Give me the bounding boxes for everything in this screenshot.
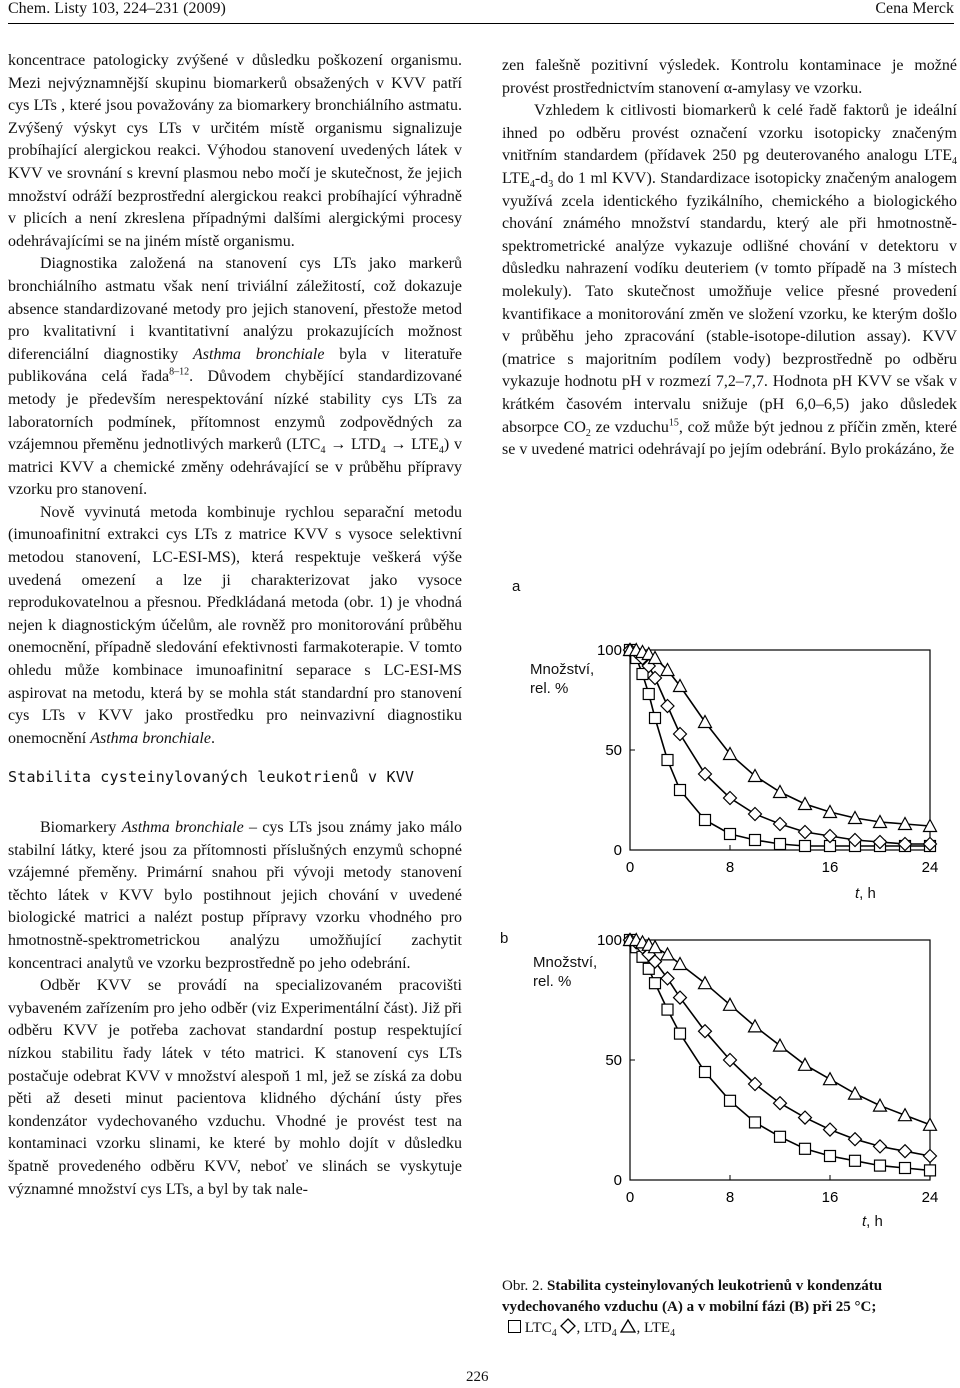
data-point-LTC4 [825,1151,836,1162]
page-number: 226 [466,1369,489,1385]
data-point-LTE4 [799,798,812,810]
data-point-LTC4 [643,689,654,700]
data-point-LTC4 [662,1004,673,1015]
data-point-LTD4 [799,1111,812,1124]
data-point-LTE4 [899,1109,912,1121]
y-tick-label: 0 [613,842,622,859]
triangle-icon [620,1319,636,1333]
diamond-icon [560,1318,576,1334]
data-point-LTC4 [650,978,661,989]
chart-panel-b [560,920,960,1220]
section-heading: Stabilita cysteinylovaných leukotrienů v KVV [8,768,415,787]
data-point-LTE4 [824,806,837,818]
section-name: Cena Merck [875,0,954,17]
left-column [8,50,462,1201]
series-line-LTE4 [630,650,930,826]
data-point-LTD4 [874,1140,887,1153]
x-tick-label: 0 [625,1189,635,1206]
y-axis-label-a: Množství, rel. % [530,661,595,697]
x-tick-label: 16 [821,859,839,876]
data-point-LTD4 [749,808,762,821]
data-point-LTD4 [649,672,662,685]
x-axis-label-b: t, h [862,1213,883,1230]
data-point-LTC4 [675,1028,686,1039]
data-point-LTD4 [774,818,787,831]
paragraph: Odběr KVV se provádí na specializovaném pracovišti vybaveném zařízením pro jeho odběr (viz Experimentální část). Již při odběru KVV je potřeba zachovat standardní postup respektující nízkou stabilitu řady látek v této matrici. K stanovení cys LTs postačuje odebrat KVV v množství alespoň 1 ml, jež se získá za dobu pěti až deseti minut pacientova klidného dýchání ústy přes kondenzátor vydechovaného vzduchu. Vhodné je provést test na kontaminaci vzorku slinami, ke které by mohlo dojít v důsledku špatně provedeného odběru KVV, neboť ve slinách se vyskytuje významné množství cys LTs, a byl by tak nale- [8,977,462,1198]
data-point-LTC4 [675,785,686,796]
x-tick-label: 24 [921,859,939,876]
paragraph: zen falešně pozitivní výsledek. Kontrolu kontaminace je možné provést prostřednictvím stanovení α-amylasy ve vzorku. [502,57,957,97]
data-point-LTC4 [700,1067,711,1078]
y-axis-label-b: Množství, rel. % [533,954,598,990]
data-point-LTC4 [725,829,736,840]
running-header [0,0,960,22]
paragraph: Nově vyvinutá metoda kombinuje rychlou separační metodu (imunoafinitní extrakci cys LTs z matrice KVV s vysoce selektivní metodou stanovení, LC-ESI-MS), která respektuje veškerá výše uvedená omezení a lze ji charakterizovat jako vysoce reprodukovatelnou a přesnou. Předkládaná metoda (obr. 1) je vhodná nejen k diagnostickým účelům, ale rovněž pro monitorování průběhu onemocnění, případně sledování efektivnosti farmakoterapie. V tomto ohledu může kombinace imunoafinitní separace s LC-ESI-MS aspirovat na metodu, která by se mohla stát standardní pro stanovení cys LTs v KVV jako prostředku pro neinvazivní diagnostiku onemocnění Asthma bronchiale. [8,503,462,747]
plot-frame [630,940,930,1180]
data-point-LTD4 [774,1097,787,1110]
data-point-LTD4 [674,728,687,741]
x-tick-label: 16 [821,1189,839,1206]
data-point-LTD4 [799,826,812,839]
data-point-LTE4 [849,1087,862,1099]
data-point-LTE4 [699,977,712,989]
data-point-LTD4 [661,700,674,713]
data-point-LTE4 [699,716,712,728]
x-tick-label: 8 [725,1189,735,1206]
chart-panel-a [560,620,960,890]
data-point-LTC4 [800,841,811,852]
y-tick-label: 0 [613,1172,622,1189]
x-tick-label: 0 [625,859,635,876]
y-tick-label: 100 [596,932,622,949]
data-point-LTE4 [799,1058,812,1070]
y-tick-label: 50 [605,1052,622,1069]
y-tick-label: 50 [605,742,622,759]
paragraph: Diagnostika založená na stanovení cys LTs jako markerů bronchiálního astmatu však není triviální záležitostí, což dokazuje absence standardizované metody pro jejich stanovení, přestože metod pro kvalitativní i kvantitativní analýzu prokazujících možnost diferenciální diagnostiky Asthma bronchiale byla v literatuře publikována celá řada$^{8-12}$. Důvodem chybějící standardizované metody je především nerespektování nízké stability cys LTs za laboratorních podmínek, přítomnost enzymů zodpovědných za vzájemnou přeměnu jednotlivých markerů $(LTC_4 \to LTD_4 \to LTE_4)$ v matrici KVV a chemické změny odehrávající se v průběhu přípravy vzorku pro stanovení. [8,255,463,499]
square-icon [508,1320,521,1333]
x-axis-label-a: t, h [855,885,876,902]
data-point-LTC4 [925,1165,936,1176]
journal-citation: Chem. Listy 103, 224–231 (2009) [8,0,226,17]
data-point-LTE4 [661,948,674,960]
paragraph: Vzhledem k citlivosti biomarkerů k celé řadě faktorů je ideální ihned po odběru provést označení vzorku isotopicky značeným vnitřním standardem (přídavek 250 pg deuterovaného analogu $LTE_4$ $LTE_4-d_3$ do 1 ml KVV). Standardizace isotopicky značeným analogem využívá zcela identického fyzikálního, chemického a biologického chování známého množství standardu, který ale při hmotnostně-spektrometrické analýze vykazuje odlišné chování v detektoru v důsledku nahrazení vodíku deuteriem (v tomto případě na 3 místech molekuly). Tato skutečnost umožňuje velice přesné provedení kvantifikace a monitorování změn ve složení vzorku, ke kterým došlo v průběhu jeho zpracování (stable-isotope-dilution assay). KVV (matrice s majoritním podílem vody) bezprostředně po odběru vykazuje hodnotu pH v rozmezí 7,2–7,7. Hodnota pH KVV se však v krátkém časovém intervalu snižuje (pH 6,0–6,5) jako důsledek absorpce $CO_2$ ze vzduchu$^{15}$, což může být jednou z příčin změn, které se v uvedené matrici odehrávají po jejím odebrání. Bylo prokázáno, že [502,102,958,459]
header-rule [8,23,954,24]
data-point-LTC4 [750,835,761,846]
data-point-LTC4 [875,1160,886,1171]
paragraph: Biomarkery Asthma bronchiale – cys LTs jsou známy jako málo stabilní látky, které jsou za přítomnosti příslušných enzymů schopné vzájemné přeměny. Primární snahou při vývoji metody stanovení těchto látek v KVV bylo postihnout jejich chování v uvedené biologické matrici a nalézt postup přípravy vzorku vhodného pro hmotnostně-spektrometrickou analýzu umožňující zachytit koncentraci analytů ve vzorku bezprostředně po jeho odebrání. [8,819,463,972]
data-point-LTE4 [674,958,687,970]
data-point-LTE4 [774,1039,787,1051]
data-point-LTC4 [750,1117,761,1128]
panel-b-label: b [500,930,509,947]
data-point-LTE4 [774,786,787,798]
data-point-LTC4 [700,815,711,826]
data-point-LTD4 [674,991,687,1004]
x-tick-label: 8 [725,859,735,876]
data-point-LTC4 [662,755,673,766]
data-point-LTC4 [900,1163,911,1174]
data-point-LTE4 [824,1073,837,1085]
x-tick-label: 24 [921,1189,939,1206]
data-point-LTE4 [924,1118,937,1130]
data-point-LTC4 [775,1131,786,1142]
data-point-LTC4 [650,713,661,724]
data-point-LTC4 [775,839,786,850]
data-point-LTD4 [849,1133,862,1146]
right-column [502,55,957,462]
data-point-LTD4 [661,972,674,985]
data-point-LTC4 [850,1155,861,1166]
data-point-LTD4 [824,1123,837,1136]
panel-a-label: a [512,578,521,595]
data-point-LTD4 [899,1145,912,1158]
paragraph: koncentrace patologicky zvýšené v důsledku poškození organismu. Mezi nejvýznamnější skupinu biomarkerů obsažených v KVV patří cys LTs , které jsou považovány za biomarkery bronchiálního astmatu. Zvýšený výskyt cys LTs v určitém místě organismu signalizuje probíhající alergickou reakci. Výhodou stanovení uvedených látek v KVV ve srovnání s krevní plasmou nebo močí je skutečnost, že jejich množství odráží bezprostřední alergickou reakci probíhající výhradně v plicích a není zkreslena případnými dalšími alergickými procesy odehrávajícími se na jiném místě organismu. [8,52,462,250]
data-point-LTC4 [725,1095,736,1106]
figure-caption: Obr. 2. Stabilita cysteinylovaných leukotrienů v kondenzátu vydechovaného vzduchu (A) a v mobilní fázi (B) při 25 °C; $LTC_4$ , $LTD_4$ , $LTE_4$ [502,1278,883,1339]
data-point-LTE4 [874,1099,887,1111]
data-point-LTD4 [924,1150,937,1163]
data-point-LTC4 [800,1143,811,1154]
y-tick-label: 100 [596,642,622,659]
